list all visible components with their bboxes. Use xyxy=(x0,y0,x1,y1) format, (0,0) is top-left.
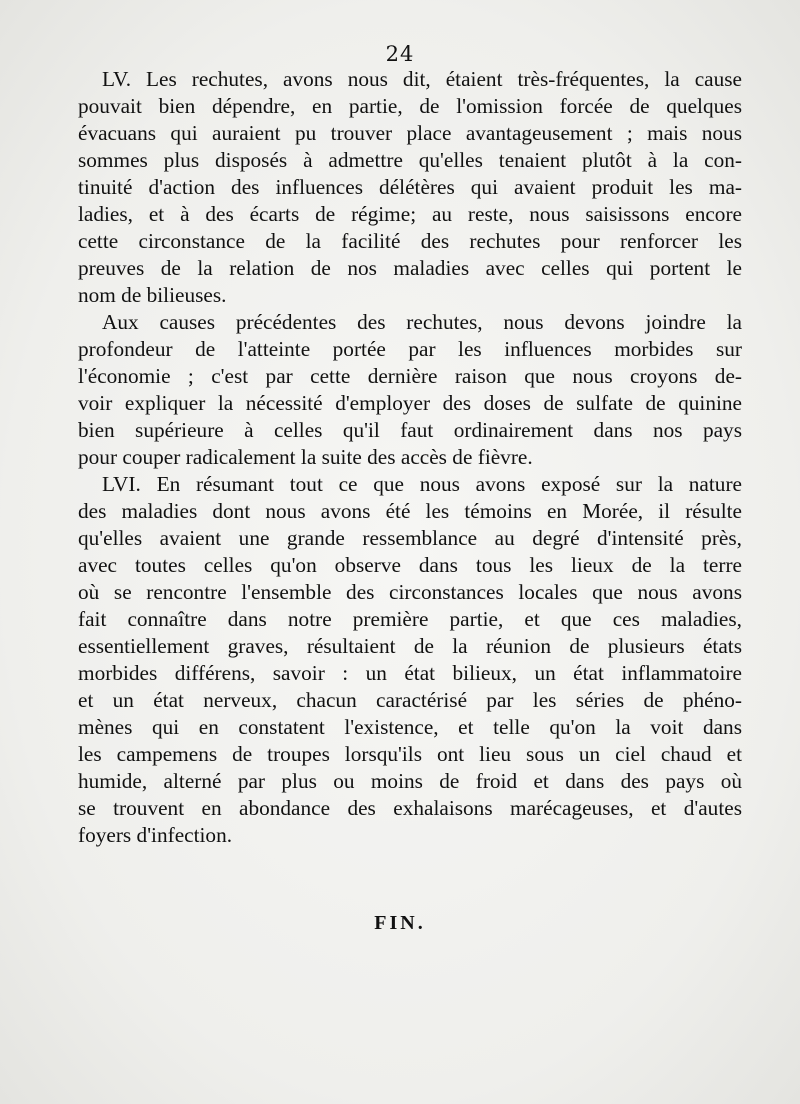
text-line: les campemens de troupes lorsqu'ils ont lieu sous un ciel chaud et xyxy=(78,742,742,766)
text-line: LVI. En résumant tout ce que nous avons exposé sur la nature xyxy=(102,472,742,496)
text-line: essentiellement graves, résultaient de la réunion de plusieurs états xyxy=(78,634,742,658)
text-line: se trouvent en abondance des exhalaisons marécageuses, et d'autes xyxy=(78,796,742,820)
paragraph-lv xyxy=(78,66,742,309)
text-line: des maladies dont nous avons été les témoins en Morée, il résulte xyxy=(78,499,742,523)
text-line: ladies, et à des écarts de régime; au reste, nous saisissons encore xyxy=(78,202,742,226)
text-line: l'économie ; c'est par cette dernière raison que nous croyons de- xyxy=(78,364,742,388)
text-line: voir expliquer la nécessité d'employer des doses de sulfate de quinine xyxy=(78,391,742,415)
page-number: 24 xyxy=(385,42,415,66)
text-line: et un état nerveux, chacun caractérisé par les séries de phéno- xyxy=(78,688,742,712)
text-line: sommes plus disposés à admettre qu'elles tenaient plutôt à la con- xyxy=(78,148,742,172)
text-line: LV. Les rechutes, avons nous dit, étaient très-fréquentes, la cause xyxy=(102,67,742,91)
text-line: Aux causes précédentes des rechutes, nous devons joindre la xyxy=(102,310,742,334)
text-line: profondeur de l'atteinte portée par les influences morbides sur xyxy=(78,337,742,361)
body-text xyxy=(78,66,742,849)
text-line: humide, alterné par plus ou moins de froid et dans des pays où xyxy=(78,769,742,793)
text-line: morbides différens, savoir : un état bilieux, un état inflammatoire xyxy=(78,661,742,685)
text-line: nom de bilieuses. xyxy=(78,283,227,307)
text-line: pouvait bien dépendre, en partie, de l'omission forcée de quelques xyxy=(78,94,742,118)
text-line: tinuité d'action des influences délétères qui avaient produit les ma- xyxy=(78,175,742,199)
text-line: pour couper radicalement la suite des accès de fièvre. xyxy=(78,445,533,469)
text-line: qu'elles avaient une grande ressemblance au degré d'intensité près, xyxy=(78,526,742,550)
paragraph-causes xyxy=(78,309,742,471)
text-line: avec toutes celles qu'on observe dans tous les lieux de la terre xyxy=(78,553,742,577)
paragraph-lvi xyxy=(78,471,742,849)
end-mark: FIN. xyxy=(374,912,426,934)
text-line: cette circonstance de la facilité des rechutes pour renforcer les xyxy=(78,229,742,253)
text-line: mènes qui en constatent l'existence, et telle qu'on la voit dans xyxy=(78,715,742,739)
text-line: fait connaître dans notre première partie, et que ces maladies, xyxy=(78,607,742,631)
text-line: preuves de la relation de nos maladies avec celles qui portent le xyxy=(78,256,742,280)
text-line: bien supérieure à celles qu'il faut ordinairement dans nos pays xyxy=(78,418,742,442)
text-line: foyers d'infection. xyxy=(78,823,233,847)
text-line: évacuans qui auraient pu trouver place avantageusement ; mais nous xyxy=(78,121,742,145)
text-line: où se rencontre l'ensemble des circonstances locales que nous avons xyxy=(78,580,742,604)
